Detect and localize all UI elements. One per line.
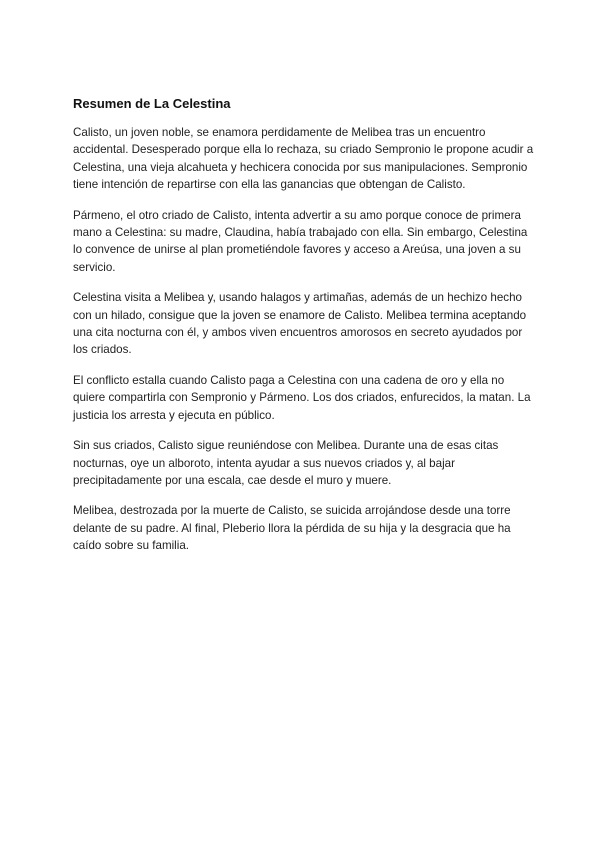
paragraph-3: Celestina visita a Melibea y, usando halagos y artimañas, además de un hechizo hecho con un hilado, consigue que la joven se enamore de Calisto. Melibea termina aceptando una cita nocturna con él, y ambos viven encuentros amorosos en secreto ayudados por los criados.	[73, 291, 527, 357]
paragraph-2: Pármeno, el otro criado de Calisto, intenta advertir a su amo porque conoce de primera mano a Celestina: su madre, Claudina, había trabajado con ella. Sin embargo, Celestina lo convence de unirse al plan prometiéndole favores y acceso a Areúsa, una joven a su servicio.	[73, 208, 528, 274]
paragraph-1: Calisto, un joven noble, se enamora perdidamente de Melibea tras un encuentro accidental. Desesperado porque ella lo rechaza, su criado Sempronio le propone acudir a Celestina, una vieja alcahueta y hechicera conocida por sus manipulaciones. Sempronio tiene intención de repartirse con ella las ganancias que obtengan de Calisto.	[73, 126, 534, 192]
document-title: Resumen de La Celestina	[73, 96, 231, 111]
document-body	[73, 95, 535, 568]
paragraph-4: El conflicto estalla cuando Calisto paga a Celestina con una cadena de oro y ella no quiere compartirla con Sempronio y Pármeno. Los dos criados, enfurecidos, la matan. La justicia los arresta y ejecuta en público.	[73, 373, 531, 422]
paragraph-5: Sin sus criados, Calisto sigue reuniéndose con Melibea. Durante una de esas citas nocturnas, oye un alboroto, intenta ayudar a sus nuevos criados y, al bajar precipitadamente por una escala, cae desde el muro y muere.	[73, 439, 499, 487]
paragraph-6: Melibea, destrozada por la muerte de Calisto, se suicida arrojándose desde una torre delante de su padre. Al final, Pleberio llora la pérdida de su hija y la desgracia que ha caído sobre su familia.	[73, 504, 511, 553]
